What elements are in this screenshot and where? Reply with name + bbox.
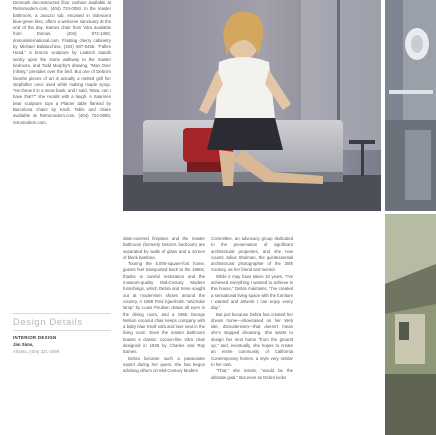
designer-name: Jim Sims, <box>13 342 34 347</box>
body-column-2 <box>211 236 293 435</box>
body-column-1 <box>123 236 205 435</box>
design-details-top-rule <box>13 313 111 314</box>
design-details-bottom-rule <box>13 330 111 331</box>
bathroom-photo <box>385 0 436 211</box>
body-paragraph: slate-covered fireplace and the master bathroom (formerly Debra's bedroom) are separated by walls of glass and a screen of black bamboo. <box>123 236 205 260</box>
body-paragraph: But just because Debra has created her dream home—showcased on her Web site, dsmodernism—that doesn't mean she's stopped dreaming. She wants to design her next home "from the ground up," and, eventually, she hopes to create an entire community of California Contemporary homes, a style very similar to her own. <box>211 311 293 367</box>
bedroom-portrait-photo <box>123 0 381 211</box>
exterior-photo <box>385 214 436 435</box>
bathroom-illustration <box>385 0 436 211</box>
left-paragraph: Denmark deconstructed floor cushion available at Retromodern.com, (404) 724-0093. In the master bathroom, a Jacuzzi tub, encased in iridescent blue-green tiles, offers a welcome sanctuary at the end of the day. Eames chair from Vitra available from Domus, (404) 872-1050, domusinternational.com. Floating cherry cabinetry by Michael Baldacchino, (404) 607-0455. "Fallen Head," a bronze sculpture by Laatsch stands sentry upon the stone walkway to the master bedroom, and Todd Murphy's drawing, "Man Over Infinity," presides over the bed. But one of Debra's favorite pieces of art is actually a melted grill her stepfather once used while making maple syrup. "He threw it in a snow bank, and I said, 'Wow, can I have that?'" she recalls with a laugh. A Saarinen bear sculpture tops a Platner table flanked by Barcelona chairs by Knoll. Table and chairs available at Retromodern.com, (404) 724-0093, retromodern.com. <box>13 0 111 125</box>
left-body-column <box>13 0 111 298</box>
designer-address: Atlanta, (404) 321-1999 <box>13 349 60 354</box>
body-paragraph: Debra became such a passionate expert during her quest, she has begun advising others on Mid-Century Modern <box>123 355 205 374</box>
exterior-illustration <box>385 214 436 435</box>
body-paragraph: Committee, an advocacy group dedicated to the preservation of significant architectural properties, and she now counts Julius Shulman, the quintessential architectural photographer of the 20th Century, as her friend and mentor. <box>211 236 293 273</box>
design-details-heading: Design Details <box>13 317 83 328</box>
bedroom-portrait-illustration <box>123 0 381 211</box>
body-paragraph: While it may have taken 10 years, "I've achieved everything I wanted to achieve in this house," Debra maintains. "I've created a sensational living space with the furniture I wanted and artwork I can enjoy every day." <box>211 273 293 311</box>
body-paragraph: "That," she insists, "would be the ultimate goal." But even as Debra looks <box>211 368 293 380</box>
body-paragraph: Touring the 5,000-square-foot home, guests feel transported back to the 1950s, thanks to careful restoration and the museum-quality Mid-Century Modern furnishings, which Debra and Irene sought out at modernism shows around the country. A 1958 Poul Kjaerholm "artichoke lamp" by Louis Poulsen draws all eyes in the dining room, and a 1965 George Nelson coconut chair keeps company with a baby blue Knoll sofa and love seat in the living room. Even the master bathroom boasts a classic: cocoon-like Vitra chair designed in 1948 by Charles and Ray Eames. <box>123 261 205 355</box>
design-details-label: INTERIOR DESIGN <box>13 335 57 340</box>
